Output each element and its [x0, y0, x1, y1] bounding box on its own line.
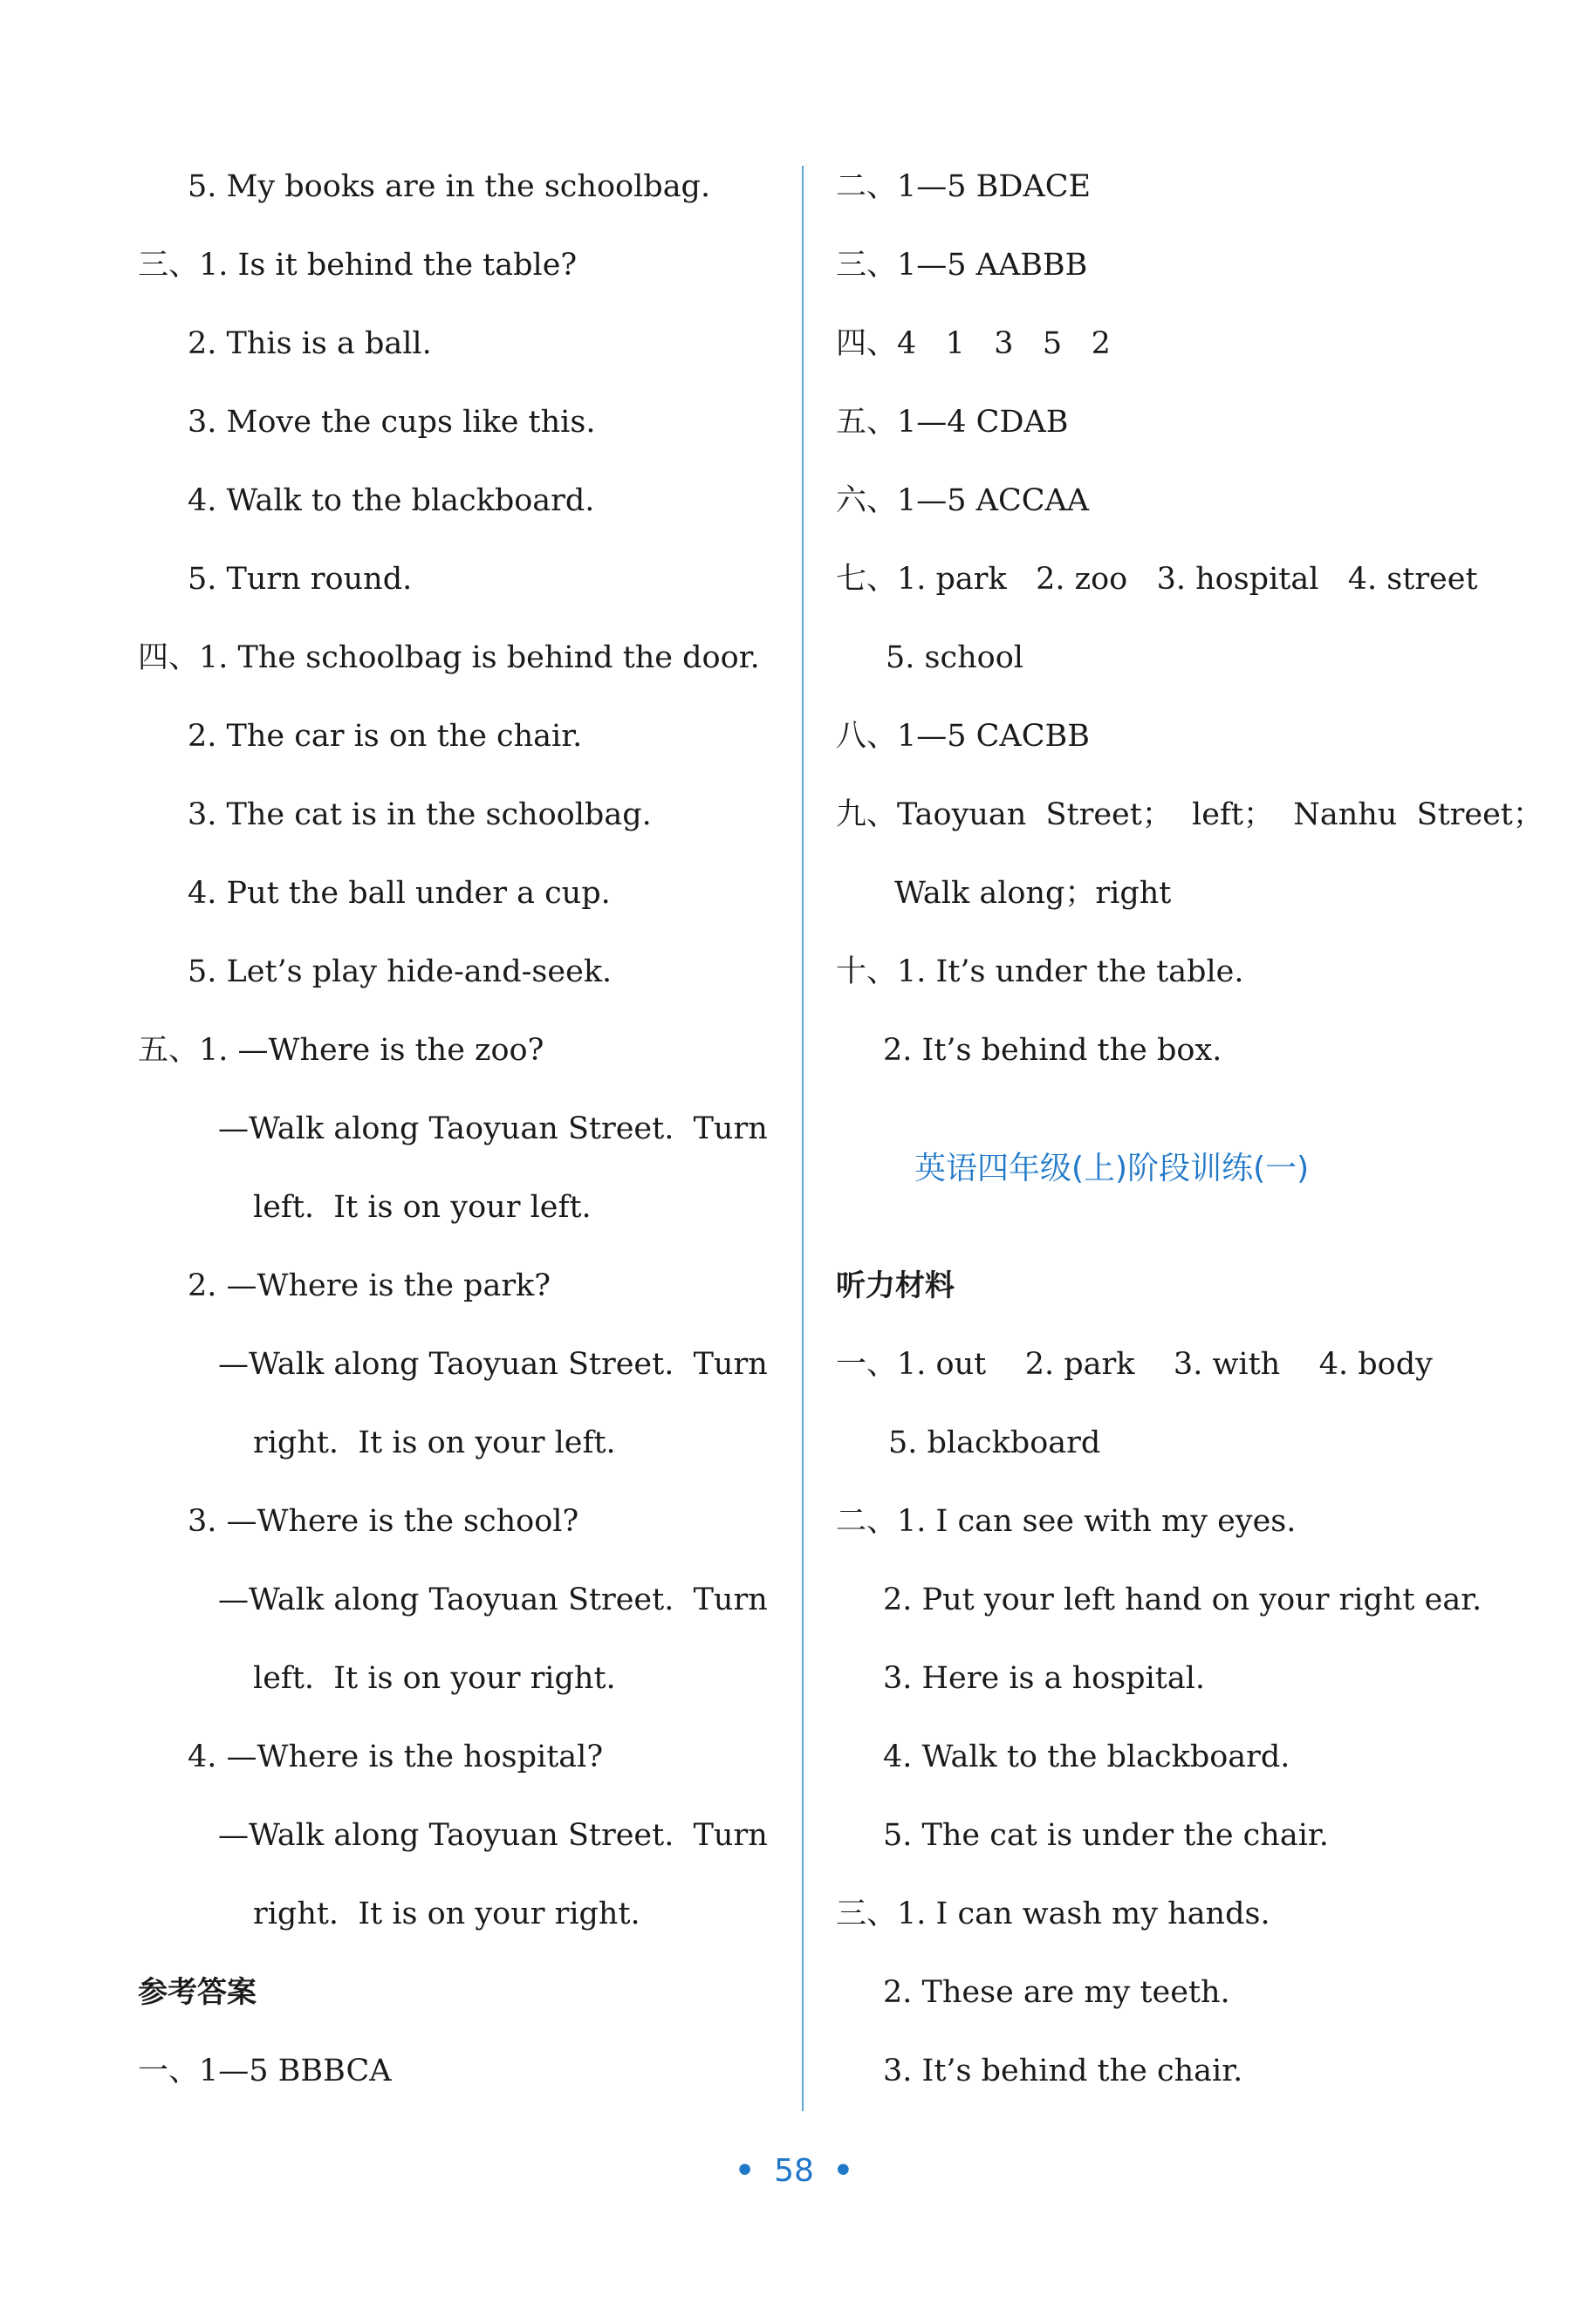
answer-line: 四、4 1 3 5 2 — [836, 326, 1111, 361]
answer-line: 五、1. —Where is the zoo? — [138, 1033, 544, 1068]
answer-line: —Walk along Taoyuan Street. Turn — [218, 1347, 768, 1382]
answer-line: 5. Let’s play hide-and-seek. — [188, 954, 613, 989]
answer-line: 三、1. Is it behind the table? — [138, 248, 578, 283]
answer-line: 十、1. It’s under the table. — [836, 954, 1244, 989]
answer-line: 一、1—5 BBBCA — [138, 2054, 392, 2088]
answer-line: 4. Put the ball under a cup. — [188, 876, 611, 911]
column-divider — [802, 166, 804, 2111]
page-number-value: 58 — [774, 2153, 814, 2189]
answer-line: left. It is on your right. — [253, 1661, 616, 1696]
answer-line: 六、1—5 ACCAA — [836, 483, 1090, 518]
answer-line: left. It is on your left. — [253, 1190, 592, 1225]
answer-line: 三、1. I can wash my hands. — [836, 1897, 1270, 1931]
answer-line: —Walk along Taoyuan Street. Turn — [218, 1582, 768, 1617]
bullet-icon: • — [735, 2153, 756, 2189]
answer-line: 三、1—5 AABBB — [836, 248, 1088, 283]
answer-line: 八、1—5 CACBB — [836, 719, 1090, 754]
answer-line: 2. These are my teeth. — [883, 1975, 1230, 2010]
answer-line: 2. It’s behind the box. — [883, 1033, 1222, 1068]
answer-line: 5. school — [886, 640, 1023, 675]
answer-line: 4. Walk to the blackboard. — [188, 483, 595, 518]
bullet-icon: • — [832, 2153, 853, 2189]
section-heading-answers: 参考答案 — [138, 1975, 257, 2010]
answer-line: —Walk along Taoyuan Street. Turn — [218, 1818, 768, 1853]
answer-line: 3. It’s behind the chair. — [883, 2054, 1243, 2088]
answer-line: 四、1. The schoolbag is behind the door. — [138, 640, 760, 675]
answer-line: 二、1—5 BDACE — [836, 169, 1092, 204]
answer-line: 七、1. park 2. zoo 3. hospital 4. street — [836, 562, 1478, 597]
answer-line: 5. My books are in the schoolbag. — [188, 169, 711, 204]
section-title: 英语四年级(上)阶段训练(一) — [914, 1151, 1310, 1186]
answer-line: 3. —Where is the school? — [188, 1504, 579, 1539]
answer-line: 五、1—4 CDAB — [836, 405, 1069, 440]
answer-line: 二、1. I can see with my eyes. — [836, 1504, 1297, 1539]
answer-line: 2. The car is on the chair. — [188, 719, 583, 754]
answer-line: 九、Taoyuan Street； left； Nanhu Street； — [836, 797, 1544, 832]
answer-line: 5. Turn round. — [188, 562, 413, 597]
answer-line: 2. Put your left hand on your right ear. — [883, 1582, 1482, 1617]
answer-line: 2. This is a ball. — [188, 326, 432, 361]
answer-line: 2. —Where is the park? — [188, 1268, 551, 1303]
answer-line: right. It is on your left. — [253, 1425, 616, 1460]
answer-line: 5. blackboard — [888, 1425, 1101, 1460]
answer-line: right. It is on your right. — [253, 1897, 640, 1931]
answer-line: 5. The cat is under the chair. — [883, 1818, 1329, 1853]
page-number — [0, 2153, 1588, 2189]
answer-line: 一、1. out 2. park 3. with 4. body — [836, 1347, 1433, 1382]
answer-line: 3. Move the cups like this. — [188, 405, 596, 440]
answer-line: 4. Walk to the blackboard. — [883, 1740, 1290, 1774]
answer-line: 4. —Where is the hospital? — [188, 1740, 604, 1774]
answer-line: Walk along；right — [894, 876, 1172, 911]
section-heading-listening: 听力材料 — [836, 1268, 955, 1303]
answer-line: 3. The cat is in the schoolbag. — [188, 797, 652, 832]
answer-line: —Walk along Taoyuan Street. Turn — [218, 1111, 768, 1146]
answer-line: 3. Here is a hospital. — [883, 1661, 1206, 1696]
